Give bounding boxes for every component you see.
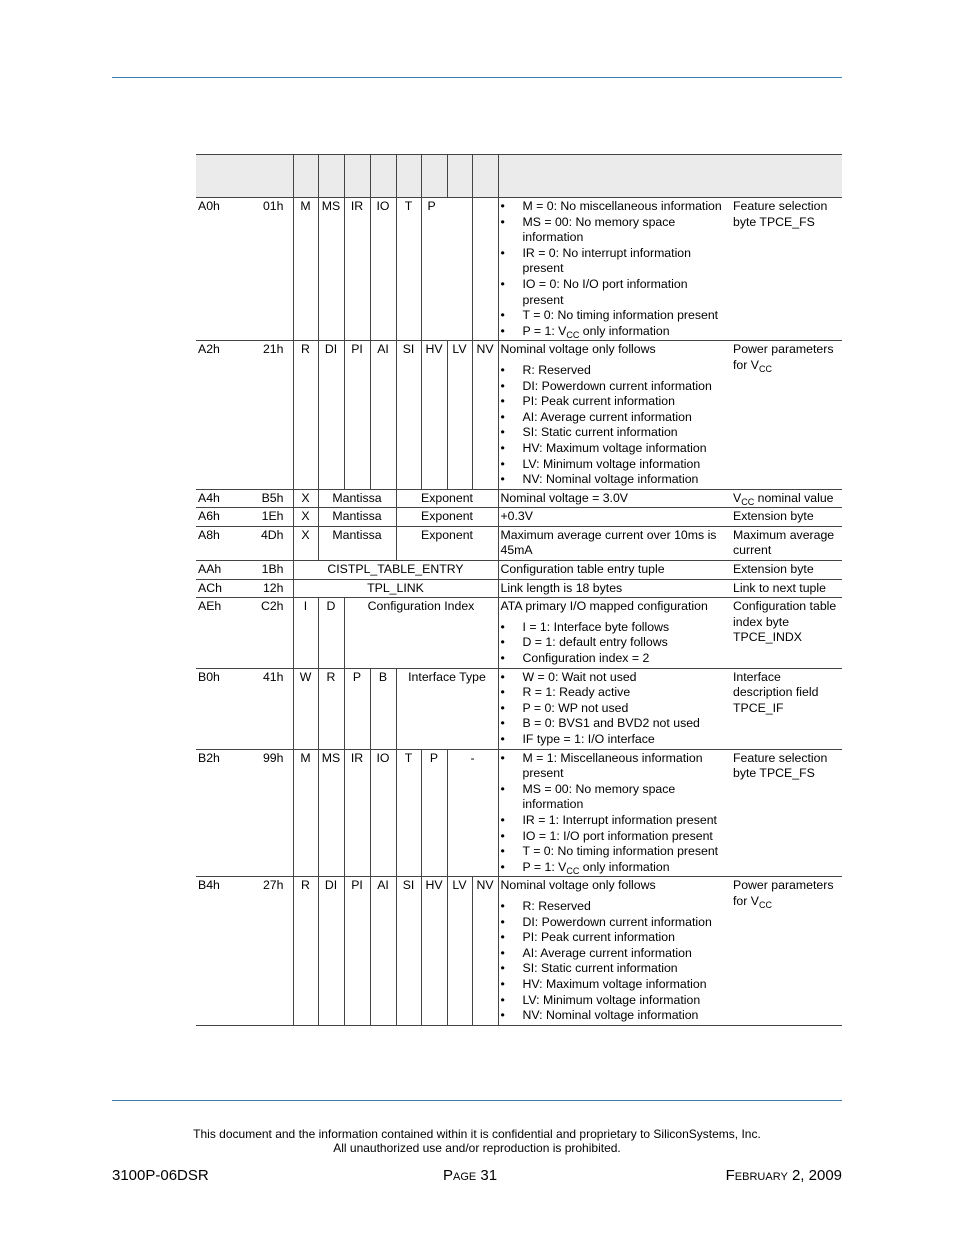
address-cell: A6h	[196, 508, 248, 527]
description-intro: Nominal voltage only follows	[500, 878, 656, 893]
value-cell: 27h	[248, 877, 293, 1025]
notes-cell: Configuration table index byte TPCE_INDX	[727, 598, 842, 668]
bit-cell: T	[396, 749, 421, 877]
bit-cell: AI	[370, 341, 396, 489]
bullet-item: • W = 0: Wait not used	[501, 670, 728, 686]
value-cell: 4Dh	[248, 526, 293, 560]
table-row	[196, 598, 842, 668]
bullet-item: • DI: Powerdown current information	[501, 915, 728, 931]
bit-cell: X	[293, 489, 318, 508]
bullet-item: • AI: Average current information	[501, 410, 728, 426]
bullet-item: • SI: Static current information	[501, 961, 728, 977]
notes-cell: Feature selection byte TPCE_FS	[727, 749, 842, 877]
notes-cell: Feature selection byte TPCE_FS	[727, 198, 842, 341]
mantissa-cell: Mantissa	[318, 526, 396, 560]
document-date: FEBRUARY 2, 2009	[725, 1167, 842, 1184]
notes-cell: Power parameters for $V_{CC}$	[727, 877, 842, 1025]
bit-cell: M	[293, 198, 318, 341]
table-row	[196, 668, 842, 749]
bullet-item: • MS = 00: No memory space information	[501, 782, 728, 813]
bit-cell: P	[344, 668, 370, 749]
bullet-item: • MS = 00: No memory space information	[501, 215, 728, 246]
bullet-item: • IO = 0: No I/O port information present	[501, 277, 728, 308]
table-row	[196, 341, 842, 489]
bullet-item: • M = 0: No miscellaneous information	[501, 199, 728, 215]
description-cell	[498, 668, 727, 749]
tuple-code-cell: TPL_LINK	[293, 579, 498, 598]
description-intro: ATA primary I/O mapped configuration	[500, 599, 708, 614]
bullet-item: • PI: Peak current information	[501, 394, 728, 410]
bit-cell: X	[293, 526, 318, 560]
bit-cell: DI	[318, 877, 344, 1025]
notes-cell: Extension byte	[727, 508, 842, 527]
bit-cell: P	[421, 749, 447, 877]
interface-type-cell: Interface Type	[396, 668, 498, 749]
bullet-item: • NV: Nominal voltage information	[501, 472, 728, 488]
mantissa-cell: Mantissa	[318, 508, 396, 527]
table-row	[196, 579, 842, 598]
bullet-item: • P = 1: $V_{CC}$ only information	[501, 860, 728, 876]
table-row	[196, 749, 842, 877]
bit-cell: M	[293, 749, 318, 877]
value-cell: 12h	[248, 579, 293, 598]
bullet-item: • T = 0: No timing information present	[501, 844, 728, 860]
bullet-item: • SI: Static current information	[501, 425, 728, 441]
bit-cell: X	[293, 508, 318, 527]
exponent-cell: Exponent	[396, 526, 498, 560]
bit-cell: R	[293, 341, 318, 489]
notes-cell: Interface description field TPCE_IF	[727, 668, 842, 749]
description-cell	[498, 198, 727, 341]
bit-cell: SI	[396, 341, 421, 489]
table-row	[196, 508, 842, 527]
description-cell: Nominal voltage = 3.0V	[498, 489, 727, 508]
bit-cell: D	[318, 598, 344, 668]
bit-cell: AI	[370, 877, 396, 1025]
bit-cell: T	[396, 198, 421, 341]
page-number: PAGE 31	[443, 1167, 498, 1184]
bullet-item: • IO = 1: I/O port information present	[501, 829, 728, 845]
exponent-cell: Exponent	[396, 508, 498, 527]
bit-cell: R	[318, 668, 344, 749]
bit-cell: W	[293, 668, 318, 749]
notice-line: All unauthorized use and/or reproduction is prohibited.	[333, 1140, 621, 1155]
address-cell: ACh	[196, 579, 248, 598]
bullet-item: • R: Reserved	[501, 899, 728, 915]
address-cell: A8h	[196, 526, 248, 560]
bit-cell: DI	[318, 341, 344, 489]
bit-cell: HV	[421, 877, 447, 1025]
value-cell: B5h	[248, 489, 293, 508]
address-cell: AEh	[196, 598, 248, 668]
notice-line: This document and the information contained within it is confidential and proprietary to SiliconSystems, Inc.	[193, 1127, 761, 1141]
value-cell: 41h	[248, 668, 293, 749]
value-cell: 01h	[248, 198, 293, 341]
bit-cell: LV	[447, 877, 472, 1025]
bullet-item: • I = 1: Interface byte follows	[501, 620, 728, 636]
address-cell: B2h	[196, 749, 248, 877]
value-cell: 99h	[248, 749, 293, 877]
bit-cell: MS	[318, 749, 344, 877]
bullet-item: • D = 1: default entry follows	[501, 635, 728, 651]
bullet-item: • B = 0: BVS1 and BVD2 not used	[501, 716, 728, 732]
address-cell: B0h	[196, 668, 248, 749]
table-row	[196, 526, 842, 560]
bullet-item: • P = 0: WP not used	[501, 701, 728, 717]
header-rule	[112, 77, 842, 78]
bit-cell: PI	[344, 877, 370, 1025]
bit-cell: MS	[318, 198, 344, 341]
bit-cell: R	[293, 877, 318, 1025]
bullet-item: • DI: Powerdown current information	[501, 379, 728, 395]
bit-cell: P	[421, 198, 472, 341]
bit-cell: LV	[447, 341, 472, 489]
value-cell: C2h	[248, 598, 293, 668]
table-row	[196, 198, 842, 341]
description-cell	[498, 749, 727, 877]
bullet-item: • R: Reserved	[501, 363, 728, 379]
confidentiality-notice	[100, 1128, 854, 1155]
notes-cell: Power parameters for $V_{CC}$	[727, 341, 842, 489]
notes-cell: $V_{CC}$ nominal value	[727, 489, 842, 508]
bit-cell: NV	[472, 341, 498, 489]
description-cell: Configuration table entry tuple	[498, 561, 727, 580]
bit-cell: NV	[472, 877, 498, 1025]
description-cell	[498, 598, 727, 668]
bit-cell: I	[293, 598, 318, 668]
bit-cell: IO	[370, 198, 396, 341]
description-cell: +0.3V	[498, 508, 727, 527]
table-header-row	[196, 155, 842, 198]
document-number: 3100P-06DSR	[112, 1167, 209, 1184]
address-cell: AAh	[196, 561, 248, 580]
tuple-code-cell: CISTPL_TABLE_ENTRY	[293, 561, 498, 580]
bullet-item: • T = 0: No timing information present	[501, 308, 728, 324]
bit-cell	[472, 198, 498, 341]
address-cell: B4h	[196, 877, 248, 1025]
bullet-item: • Configuration index = 2	[501, 651, 728, 667]
table-row	[196, 489, 842, 508]
bullet-item: • P = 1: $V_{CC}$ only information	[501, 324, 728, 340]
bit-cell: SI	[396, 877, 421, 1025]
bit-cell: IO	[370, 749, 396, 877]
address-cell: A2h	[196, 341, 248, 489]
description-cell	[498, 341, 727, 489]
address-cell: A0h	[196, 198, 248, 341]
notes-cell: Maximum average current	[727, 526, 842, 560]
cis-tuple-table	[196, 154, 842, 1026]
notes-cell: Extension byte	[727, 561, 842, 580]
bullet-item: • HV: Maximum voltage information	[501, 441, 728, 457]
exponent-cell: Exponent	[396, 489, 498, 508]
bit-cell: -	[447, 749, 498, 877]
bit-cell: IR	[344, 749, 370, 877]
bit-cell: PI	[344, 341, 370, 489]
value-cell: 21h	[248, 341, 293, 489]
description-cell	[498, 877, 727, 1025]
bullet-item: • NV: Nominal voltage information	[501, 1008, 728, 1024]
notes-cell: Link to next tuple	[727, 579, 842, 598]
table-row	[196, 561, 842, 580]
bullet-item: • IR = 0: No interrupt information present	[501, 246, 728, 277]
address-cell: A4h	[196, 489, 248, 508]
bullet-item: • LV: Minimum voltage information	[501, 457, 728, 473]
bullet-item: • AI: Average current information	[501, 946, 728, 962]
value-cell: 1Eh	[248, 508, 293, 527]
bullet-item: • M = 1: Miscellaneous information present	[501, 751, 728, 782]
bullet-item: • HV: Maximum voltage information	[501, 977, 728, 993]
bullet-item: • IF type = 1: I/O interface	[501, 732, 728, 748]
description-cell: Maximum average current over 10ms is 45mA	[498, 526, 727, 560]
bit-cell: IR	[344, 198, 370, 341]
mantissa-cell: Mantissa	[318, 489, 396, 508]
description-intro: Nominal voltage only follows	[500, 342, 656, 357]
table-row	[196, 877, 842, 1025]
value-cell: 1Bh	[248, 561, 293, 580]
bit-cell: HV	[421, 341, 447, 489]
bullet-item: • LV: Minimum voltage information	[501, 993, 728, 1009]
bullet-item: • IR = 1: Interrupt information present	[501, 813, 728, 829]
footer-rule	[112, 1100, 842, 1101]
bullet-item: • PI: Peak current information	[501, 930, 728, 946]
bullet-item: • R = 1: Ready active	[501, 685, 728, 701]
description-cell: Link length is 18 bytes	[498, 579, 727, 598]
config-index-cell: Configuration Index	[344, 598, 498, 668]
bit-cell: B	[370, 668, 396, 749]
